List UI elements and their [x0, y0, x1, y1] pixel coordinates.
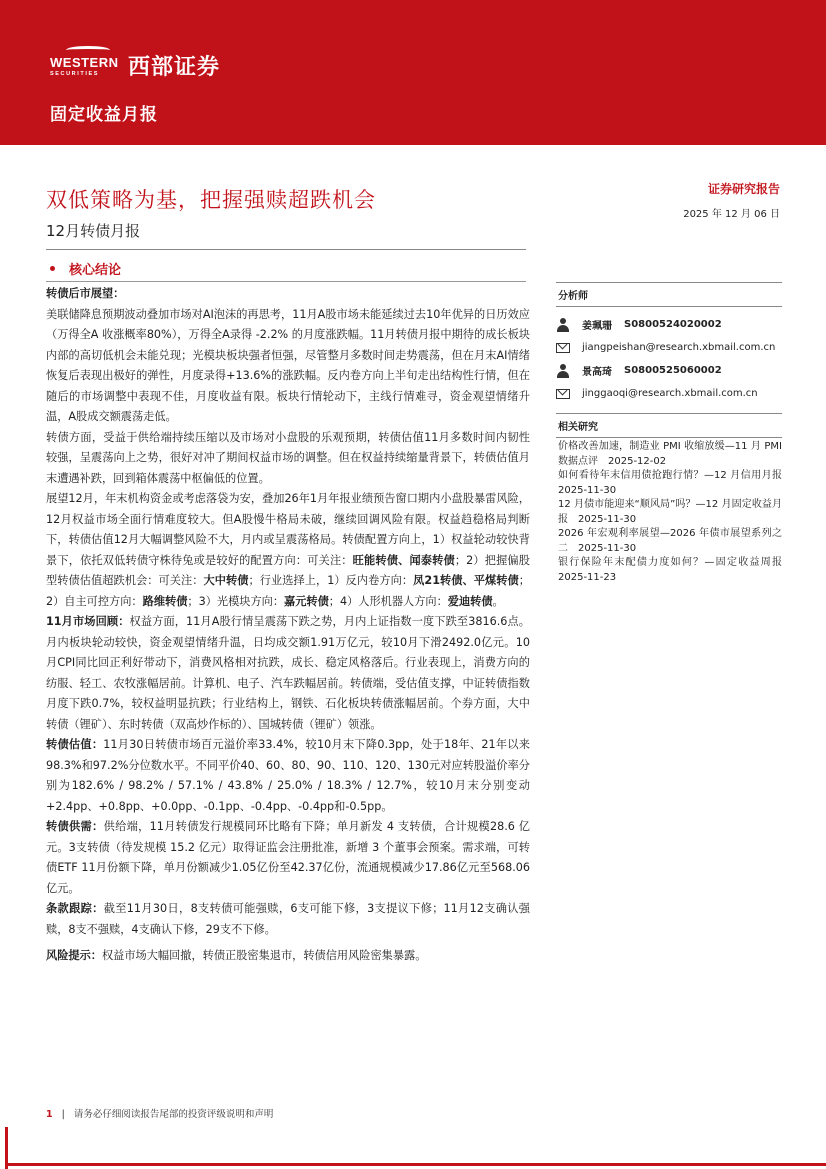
bold-phrase: 条款跟踪： [46, 902, 104, 915]
text-run: 权益市场大幅回撤，转债正股密集退市，转债信用风险密集暴露。 [101, 949, 427, 962]
body-paragraph [46, 305, 530, 428]
analyst-heading: 分析师 [558, 291, 588, 302]
bull-horn-icon [66, 46, 110, 54]
related-research-item[interactable]: 价格改善加速，制造业 PMI 收缩放缓—11 月 PMI 数据点评 2025-12-02 [558, 441, 782, 467]
body-paragraph [46, 428, 530, 490]
logo-en-sub-text: SECURITIES [50, 71, 100, 77]
body-paragraph [46, 284, 530, 305]
related-heading: 相关研究 [558, 422, 598, 433]
analyst-email-row [556, 336, 782, 359]
footer-disclaimer: 请务必仔细阅读报告尾部的投资评级说明和声明 [73, 1109, 274, 1120]
core-divider [46, 281, 526, 282]
bullet-icon [50, 266, 55, 271]
text-run: ；行业选择上，1）反内卷方向： [248, 574, 414, 587]
bold-phrase: 爱迪转债 [447, 594, 493, 608]
related-research-list [556, 438, 792, 585]
mail-icon [556, 389, 570, 399]
text-run: 权益方面，11月A股行情呈震荡下跌之势，月内上证指数一度下跌至3816.6点。月内板块轮动较快，资金观望情绪升温，日均成交额1.91万亿元，较10月下滑2492.0亿元。10月CPI同比回正利好带动下，消费风格相对抗跌，成长、稳定风格落后。行业表现上，消费方向的纺服、轻工、农牧涨幅居前。计算机、电子、汽车跌幅居前。转债端，受估值支撑，中证转债指数月度下跌0.7%，较权益明显抗跌；行业结构上，钢铁、石化板块转债涨幅居前。个券方面，大中转债（锂矿）、东时转债（双高炒作标的）、国城转债（锂矿）领涨。 [46, 615, 530, 731]
text-run: 11月30日转债市场百元溢价率33.4%，较10月末下降0.3pp，处于18年、21年以来98.3%和97.2%分位数水平。不同平价40、60、80、90、110、120、130元对应转股溢价率分别为182.6% / 98.2% / 57.1% / 43.8% / 25.0% / 18.3% / 12.7%，较10月末分别变动+2.4pp、+0.8pp、+0.0pp、-0.1pp、-0.4pp、-0.4pp和-0.5pp。 [46, 738, 530, 813]
related-research-item[interactable]: 12 月债市能迎来“顺风局”吗？—12 月固定收益月报 2025-11-30 [558, 499, 782, 525]
analyst-row [556, 313, 782, 336]
bold-phrase: 路维转债 [142, 594, 188, 608]
person-icon [556, 364, 570, 378]
text-run: ；2）自主可控方向： [46, 574, 530, 608]
page-title: 双低策略为基，把握强赎超跌机会 [46, 188, 376, 212]
report-date: 2025 年 12 月 06 日 [683, 209, 780, 220]
analyst-email-row [556, 382, 782, 405]
related-research-item[interactable]: 如何看待年末信用债抢跑行情？—12 月信用月报 2025-11-30 [558, 470, 792, 496]
footer-accent-horizontal [5, 1163, 826, 1166]
text-run: ；3）光模块方向： [187, 594, 285, 608]
title-divider [46, 249, 526, 250]
bold-phrase: 转债供需： [46, 820, 104, 833]
analyst-email[interactable]: jinggaoqi@research.xbmail.com.cn [582, 388, 758, 399]
bold-phrase: 嘉元转债 [284, 594, 329, 608]
person-icon [556, 318, 570, 332]
bold-phrase: 转债估值： [46, 738, 104, 751]
bold-phrase: 旺能转债、闻泰转债 [352, 553, 455, 567]
text-run: 供给端，11月转债发行规模同环比略有下降；单月新发 4 支转债，合计规模28.6 亿元。3支转债（待发规模 15.2 亿元）取得证监会注册批准，新增 3 个董事会预案。需求端，可转债ETF 11月份额下降，单月份额减少1.05亿份至42.37亿份，流通规模减少17.86亿元至568.06亿元。 [46, 820, 530, 895]
logo-cn-text: 西部证券 [128, 55, 221, 80]
logo-english [50, 46, 124, 77]
text-run: ；4）人形机器人方向： [328, 594, 448, 608]
sidebar [556, 282, 792, 585]
header-banner [0, 0, 826, 145]
bold-phrase: 风险提示： [46, 949, 102, 962]
body-paragraph [46, 817, 530, 899]
body-paragraph [46, 612, 530, 735]
bold-phrase: 凤21转债、平煤转债 [413, 574, 519, 587]
report-label: 证券研究报告 [707, 182, 780, 196]
bold-phrase: 转债后市展望： [46, 287, 125, 300]
body-paragraph [46, 946, 530, 967]
analyst-email[interactable]: jiangpeishan@research.xbmail.com.cn [582, 342, 776, 353]
body-paragraph [46, 489, 530, 612]
analyst-cert: S0800524020002 [624, 319, 722, 330]
related-research-item[interactable]: 2026 年宏观利率展望—2026 年债市展望系列之二 2025-11-30 [558, 528, 782, 554]
bold-phrase: 11月市场回顾： [46, 615, 130, 628]
bold-phrase: 大中转债 [203, 574, 249, 587]
body-paragraph [46, 899, 530, 940]
footer-separator: | [61, 1109, 65, 1120]
text-run: 截至11月30日，8支转债可能强赎，6支可能下修，3支提议下修；11月12支确认强赎，8支不强赎，4支确认下修，29支不下修。 [46, 902, 530, 936]
text-run: 。 [492, 594, 504, 608]
analyst-name: 姜珮珊 [582, 321, 612, 332]
page-footer [46, 1106, 273, 1120]
core-conclusion-heading [46, 259, 121, 278]
text-run: 美联储降息预期波动叠加市场对AI泡沫的再思考，11月A股市场未能延续过去10年优异的日历效应（万得全A 收涨概率80%），万得全A录得 -2.2% 的月度涨跌幅。11月转债月报中期待的成长板块内部的高切低机会未能兑现；光模块板块强者恒强，尽管整月多数时间走势震荡，但在月末AI情绪恢复后表现出极好的弹性，月度录得+13.6%的涨跌幅。反内卷方向上半旬走出结构性行情，但在随后的市场调整中表现不佳，月度收益有限。板块行情轮动下，主线行情难寻，资金观望情绪升温，A股成交额震荡走低。 [46, 307, 530, 423]
text-run: 展望12月，年末机构资金或考虑落袋为安，叠加26年1月年报业绩预告窗口期内小盘股暴雷风险，12月权益市场全面行情难度较大。但A股慢牛格局未破，继续回调风险有限。权益趋稳格局判断下，转债估值12月大幅调整风险不大，月内或呈震荡格局。转债配置方向上，1）权益轮动较快背景下，依托双低转债守株待兔或是较好的配置方向：可关注： [46, 492, 530, 567]
company-logo [50, 46, 220, 81]
text-run: 转债方面，受益于供给端持续压缩以及市场对小盘股的乐观预期，转债估值11月多数时间内韧性较强，呈震荡向上之势，很好对冲了期间权益市场的调整。但在权益持续缩量背景下，转债估值月末遭遇补跌，回到箱体震荡中枢偏低的位置。 [46, 430, 530, 485]
analyst-cert: S0800525060002 [624, 365, 722, 376]
report-type: 固定收益月报 [50, 105, 158, 125]
core-conclusion-body [46, 284, 530, 967]
text-run: ；2）把握偏股型转债估值超跌机会：可关注： [46, 553, 530, 587]
analyst-list [556, 307, 782, 405]
core-heading-text: 核心结论 [69, 263, 122, 278]
related-research-item[interactable]: 银行保险年末配债力度如何？—固定收益周报 2025-11-23 [558, 557, 792, 583]
page-number: 1 [46, 1109, 53, 1120]
mail-icon [556, 343, 570, 353]
body-paragraph [46, 735, 530, 817]
page-subtitle: 12月转债月报 [46, 222, 141, 240]
analyst-name: 景高琦 [582, 367, 612, 378]
analyst-row [556, 359, 782, 382]
logo-en-text: WESTERN [50, 55, 119, 70]
